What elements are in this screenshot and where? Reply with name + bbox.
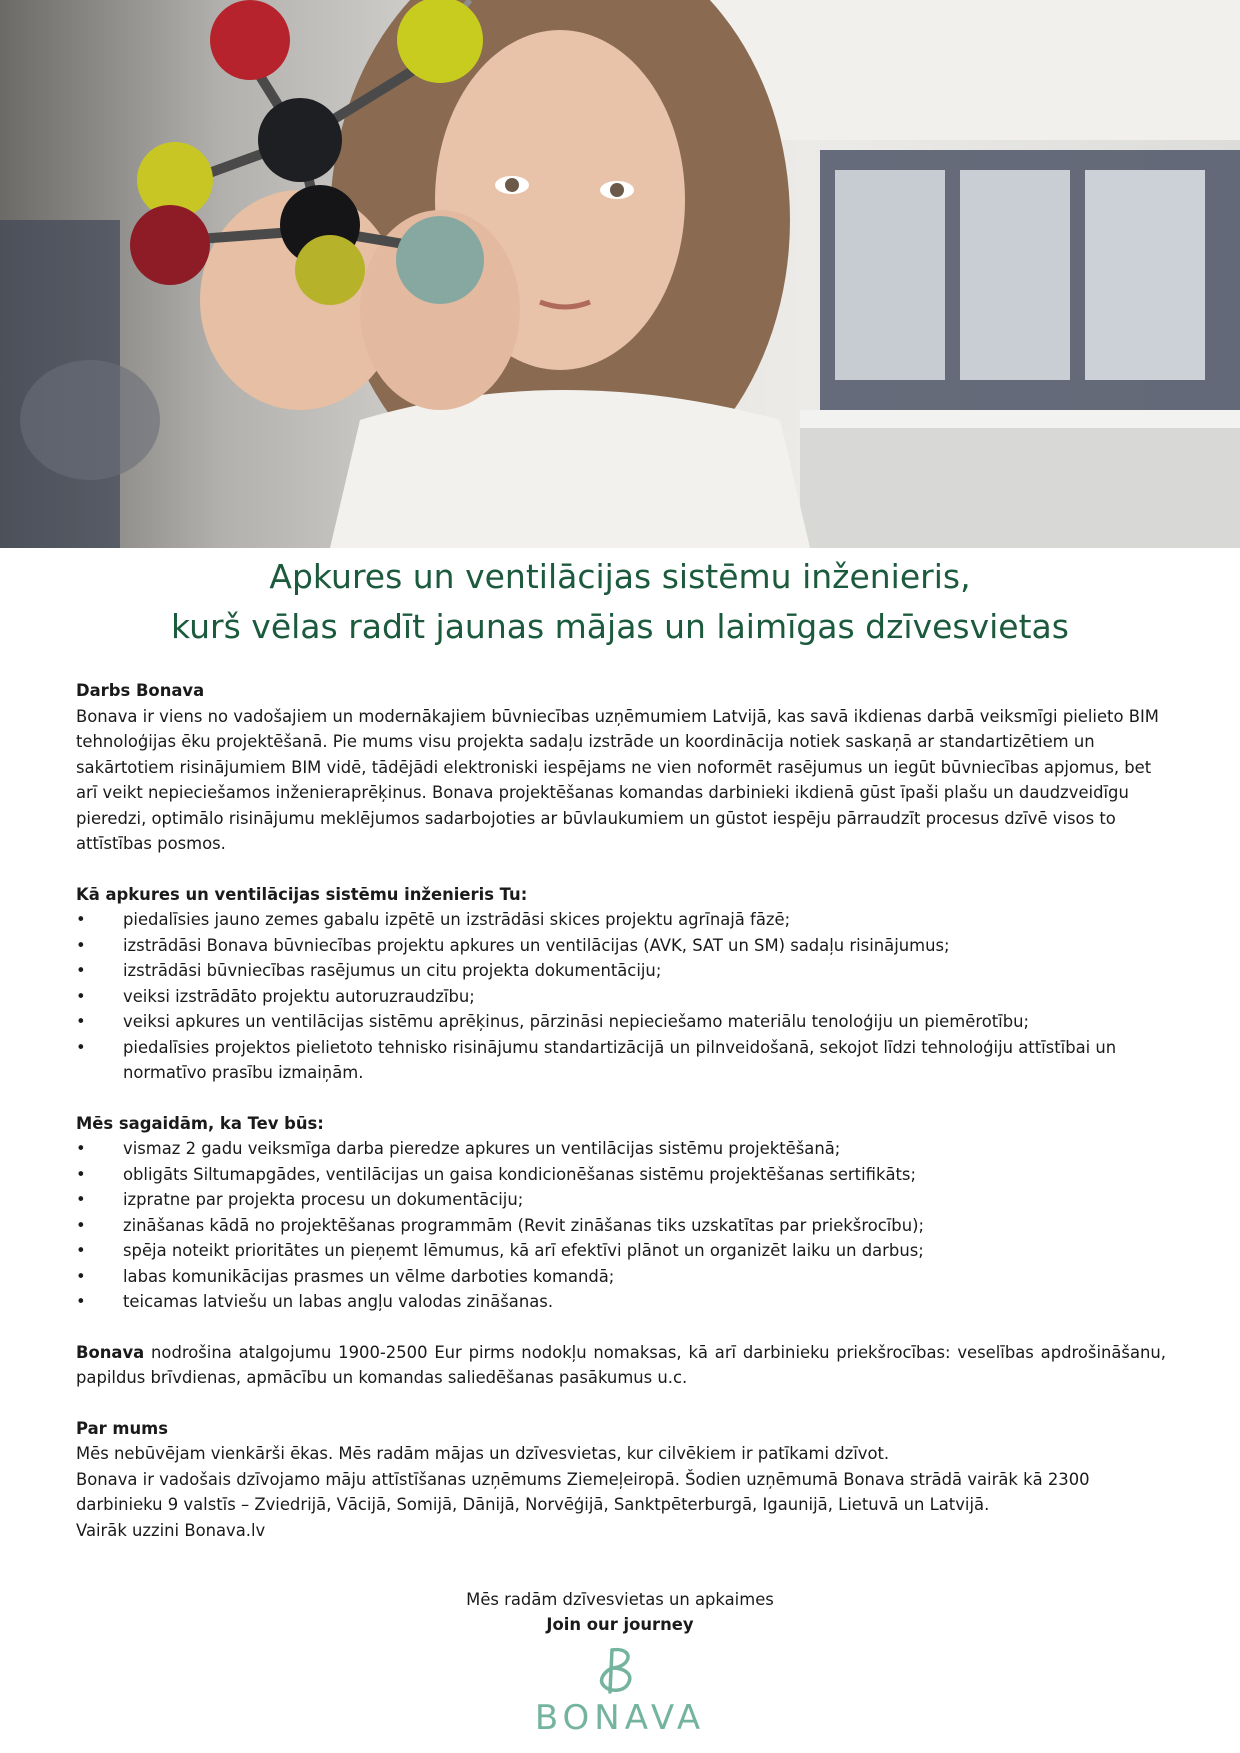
job-description [76,678,1166,1568]
list-item-text: veiksi apkures un ventilācijas sistēmu aprēķinus, pārzināsi nepieciešamo materiālu tenoloģiju un piemērotību; [123,1012,1030,1031]
bullet-icon: • [76,1139,86,1158]
list-item-text: teicamas latviešu un labas angļu valodas zināšanas. [123,1292,554,1311]
list-item-text: piedalīsies jauno zemes gabalu izpētē un izstrādāsi skices projektu agrīnajā fāzē; [123,910,791,929]
bullet-icon: • [76,1164,86,1184]
list-item-text: vismaz 2 gadu veiksmīga darba pieredze apkures un ventilācijas sistēmu projektēšanā; [123,1139,841,1158]
list-item [76,984,1166,1010]
list-item [76,1162,1166,1188]
hero-illustration [0,0,1240,548]
salary-brand: Bonava [76,1342,145,1362]
list-item [76,1009,1166,1035]
footer-cta: Join our journey [546,1615,694,1634]
salary-text: nodrošina atalgojumu 1900-2500 Eur pirms nodokļu nomaksas, kā arī darbinieku priekšrocības: veselības apdrošināšanu, papildus brīvdienas, apmācību un komandas saliedēšanas pasākumus u.c. [76,1342,1166,1387]
list-item-text: zināšanas kādā no projektēšanas programmām (Revit zināšanas tiks uzskatītas par priekšrocību); [123,1215,925,1235]
list-item [76,933,1166,959]
list-item [76,1136,1166,1162]
bonava-logo-text: BONAVA [534,1698,706,1738]
bonava-logo-icon [590,1646,650,1696]
list-item [76,1264,1166,1290]
list-item [76,1238,1166,1264]
footer-tagline: Mēs radām dzīvesvietas un apkaimes [466,1590,774,1609]
intro-heading: Darbs Bonava [76,681,205,700]
list-item [76,958,1166,984]
list-item [76,907,1166,933]
hero-photo [0,0,1240,548]
intro-text: Bonava ir viens no vadošajiem un modernākajiem būvniecības uzņēmumiem Latvijā, kas savā ikdienas darbā veiksmīgi pielieto BIM tehnoloģijas ēku projektēšanā. Pie mums visu projekta sadaļu izstrāde un koordinācija notiek saskaņā ar standartizētiem un sakārtotiem risinājumiem BIM vidē, tādējādi elektroniski iespējams ne vien noformēt rasējumus un iegūt būvniecības apjomus, bet arī veikt nepieciešamos inženieraprēķinus. Bonava projektēšanas komandas darbinieki ikdienā gūst īpaši plašu un daudzveidīgu pieredzi, optimālo risinājumu meklējumos sadarbojoties ar būvlaukumiem un gūstot iespēju pārraudzīt procesus dzīvē visos to attīstības posmos. [76,706,1159,853]
bullet-icon: • [76,935,86,955]
duties-section [76,882,1166,1086]
about-line-3: Vairāk uzzini Bonava.lv [76,1520,266,1540]
list-item-text: spēja noteikt prioritātes un pieņemt lēmumus, kā arī efektīvi plānot un organizēt laiku un darbus; [123,1241,924,1260]
job-title-line-2: kurš vēlas radīt jaunas mājas un laimīgas dzīvesvietas [171,607,1069,646]
bullet-icon: • [76,1266,86,1286]
list-item-text: veiksi izstrādāto projektu autoruzraudzību; [123,986,475,1006]
footer [0,1587,1240,1637]
list-item-text: izpratne par projekta procesu un dokumentāciju; [123,1190,524,1209]
requirements-list [76,1136,1166,1315]
about-line-1: Mēs nebūvējam vienkārši ēkas. Mēs radām mājas un dzīvesvietas, kur cilvēkiem ir patīkami dzīvot. [76,1444,890,1463]
bullet-icon: • [76,1215,86,1235]
bullet-icon: • [76,1292,86,1311]
about-section [76,1416,1166,1544]
duties-list [76,907,1166,1086]
list-item-text: labas komunikācijas prasmes un vēlme darboties komandā; [123,1266,615,1286]
bullet-icon: • [76,986,86,1006]
bullet-icon: • [76,1012,86,1031]
list-item-text: izstrādāsi Bonava būvniecības projektu apkures un ventilācijas (AVK, SAT un SM) sadaļu risinājumus; [123,935,950,955]
list-item-text: izstrādāsi būvniecības rasējumus un citu projekta dokumentāciju; [123,961,662,980]
intro-section [76,678,1166,857]
list-item [76,1213,1166,1239]
bullet-icon: • [76,1190,86,1209]
duties-heading: Kā apkures un ventilācijas sistēmu inženieris Tu: [76,884,528,904]
salary-section [76,1340,1166,1391]
bullet-icon: • [76,1241,86,1260]
list-item [76,1187,1166,1213]
about-line-2: Bonava ir vadošais dzīvojamo māju attīstīšanas uzņēmums Ziemeļeiropā. Šodien uzņēmumā Bonava strādā vairāk kā 2300 darbinieku 9 valstīs – Zviedrijā, Vācijā, Somijā, Dānijā, Norvēģijā, Sanktpēterburgā, Igaunijā, Lietuvā un Latvijā. [76,1469,1090,1514]
list-item-text: piedalīsies projektos pielietoto tehnisko risinājumu standartizācijā un pilnveidošanā, sekojot līdzi tehnoloģiju attīstībai un normatīvo prasību izmaiņām. [123,1037,1117,1082]
bullet-icon: • [76,1037,86,1057]
bonava-logo [520,1646,720,1736]
list-item [76,1035,1166,1086]
requirements-heading: Mēs sagaidām, ka Tev būs: [76,1113,324,1133]
job-title-line-1: Apkures un ventilācijas sistēmu inženieris, [269,557,971,596]
requirements-section [76,1111,1166,1315]
bullet-icon: • [76,961,86,980]
job-title [0,552,1240,652]
bullet-icon: • [76,910,86,929]
list-item [76,1289,1166,1315]
list-item-text: obligāts Siltumapgādes, ventilācijas un gaisa kondicionēšanas sistēmu projektēšanas sertifikāts; [123,1164,916,1184]
about-heading: Par mums [76,1418,169,1438]
